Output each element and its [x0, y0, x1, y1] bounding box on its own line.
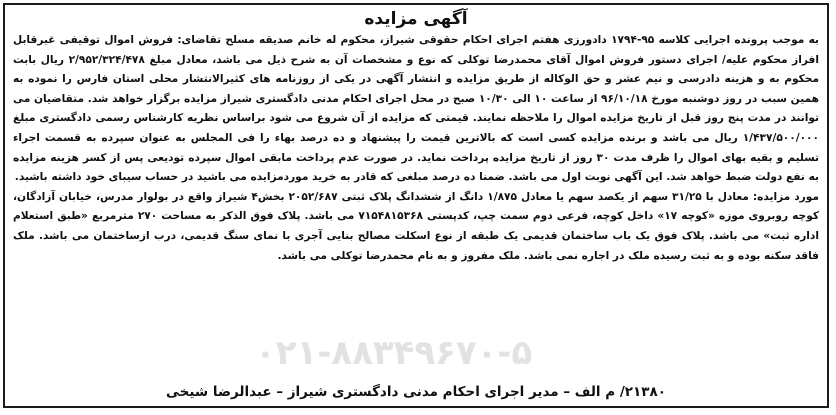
- phone-watermark: ۰۲۱-۸۸۳۴۹۶۷۰-۵: [255, 333, 533, 373]
- auction-notice: [3, 3, 829, 408]
- notice-title: آگهی مزایده: [364, 9, 468, 29]
- notice-signature-line: ۲۱۳۸۰/ م الف – مدیر اجرای احکام مدنی دادگستری شیراز – عبدالرضا شیخی: [166, 384, 666, 400]
- notice-paragraph-property: مورد مزایده: معادل با ۳۱/۲۵ سهم از یکصد سهم یا معادل ۱/۸۷۵ دانگ از ششدانگ پلاک ثبتی ۲۰۵۲/۶۸۷ بخش۴ شیراز واقع در بولوار مدرس، خیابان آزادگان، کوچه روبروی موزه «کوچه ۱۷» داخل کوچه، فرعی دوم سمت چپ، کدپستی ۷۱۵۴۸۱۵۳۶۸ می باشد. پلاک فوق الذکر به مساحت ۲۷۰ مترمربع «طبق استعلام اداره ثبت» می باشد. پلاک فوق یک باب ساختمان قدیمی یک طبقه از نوع اسکلت مصالح بنایی آجری با نمای سنگ قدیمی، درب ازساختمان می باشد. ملک فاقد سکنه بوده و به ثبت رسیده ملک در اجاره نمی باشد. ملک مفروز و به نام محمدرضا توکلی می باشد.: [13, 190, 819, 262]
- notice-paragraph-main: به موجب پرونده اجرایی کلاسه ۹۵-۱۷۹۴ دادورزی هفتم اجرای احکام حقوقی شیراز، محکوم له خانم صدیقه مسلح تقاضای: فروش اموال توقیفی غیرقابل افراز محکوم علیه/ اجرای دستور فروش اموال آقای محمدرضا توکلی که نوع و مشخصات آن به شرح ذیل می باشد، معادل مبلغ ۲/۹۵۲/۳۲۴/۴۷۸ ریال بابت محکوم به و هزینه دادرسی و نیم عشر و حق الوکاله از طریق مزایده و انتشار آگهی در یکی از روزنامه های کثیرالانتشار محلی استان فارس را نموده به همین سبب در روز دوشنبه مورخ ۹۶/۱۰/۱۸ از ساعت ۱۰ الی ۱۰/۳۰ صبح در محل اجرای احکام مدنی دادگستری شیراز مزایده برگزار خواهد شد. متقاضیان می توانند در مدت پنج روز قبل از تاریخ مزایده اموال را ملاحظه نمایند. قیمتی که مزایده از آن شروع می شود براساس نظریه کارشناس رسمی دادگستری مبلغ ۱/۴۳۷/۵۰۰/۰۰۰ ریال می باشد و برنده مزایده کسی است که بالاترین قیمت را پیشنهاد و ده درصد بهاء را فی المجلس به عنوان سپرده به قسمت اجراء تسلیم و بقیه بهای اموال را ظرف مدت ۳۰ روز از تاریخ مزایده پرداخت نماید. در صورت عدم پرداخت مابقی اموال سپرده تودیعی پس از کسر هزینه مزایده به نفع دولت ضبط خواهد شد. این آگهی نوبت اول می باشد. ضمنا ده درصد مبلغی که قادر به خرید موردمزایده می باشید در حساب سیبای خود داشته باشید.: [13, 34, 819, 184]
